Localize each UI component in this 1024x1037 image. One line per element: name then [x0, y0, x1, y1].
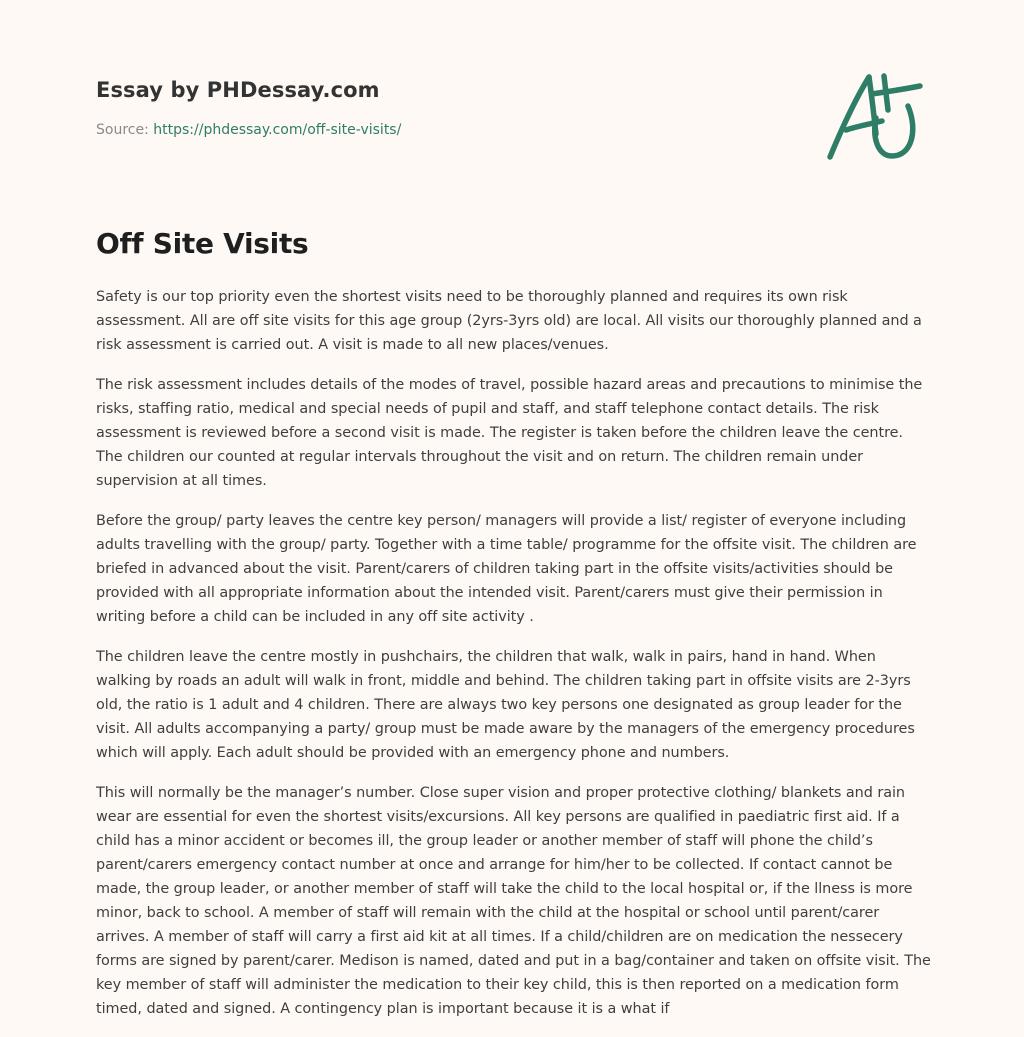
a-plus-icon: [822, 68, 928, 164]
paragraph: Before the group/ party leaves the centre key person/ managers will provide a list/ register of everyone including adults travelling with the group/ party. Together with a time table/ programme for the offsite visit. The children are briefed in advanced about the visit. Parent/carers of children taking part in the offsite visits/activities should be provided with all appropriate information about the intended visit. Parent/carers must give their permission in writing before a child can be included in any off site activity .: [96, 513, 917, 625]
source-link[interactable]: https://phdessay.com/off-site-visits/: [153, 122, 402, 138]
paragraph: This will normally be the manager’s number. Close super vision and proper protective clothing/ blankets and rain wear are essential for even the shortest visits/excursions. All key persons are qualified in paediatric first aid. If a child has a minor accident or becomes ill, the group leader or another member of staff will phone the child’s parent/carers emergency contact number at once and arrange for him/her to be collected. If contact cannot be made, the group leader, or another member of staff will take the child to the local hospital or, if the llness is more minor, back to school. A member of staff will remain with the child at the hospital or school until parent/carer arrives. A member of staff will carry a first aid kit at all times. If a child/children are on medication the nessecery forms are signed by parent/carer. Medison is named, dated and put in a bag/container and taken on offsite visit. The key member of staff will administer the medication to their key child, this is then reported on a medication form timed, dated and signed. A contingency plan is important because it is a what if: [96, 785, 931, 1017]
paragraph: The children leave the centre mostly in pushchairs, the children that walk, walk in pairs, hand in hand. When walking by roads an adult will walk in front, middle and behind. The children taking part in offsite visits are 2-3yrs old, the ratio is 1 adult and 4 children. There are always two key persons one designated as group leader for the visit. All adults accompanying a party/ group must be made aware by the managers of the emergency procedures which will apply. Each adult should be provided with an emergency phone and numbers.: [96, 649, 915, 761]
page-header: [96, 76, 696, 140]
article-body: [96, 285, 932, 1037]
source-line: [96, 120, 696, 140]
source-label: Source:: [96, 122, 154, 138]
article-title: Off Site Visits: [96, 227, 309, 260]
paragraph: The risk assessment includes details of the modes of travel, possible hazard areas and precautions to minimise the risks, staffing ratio, medical and special needs of pupil and staff, and staff telephone contact details. The risk assessment is reviewed before a second visit is made. The register is taken before the children leave the centre. The children our counted at regular intervals throughout the visit and on return. The children remain under supervision at all times.: [96, 377, 923, 489]
brand-title: Essay by PHDessay.com: [96, 78, 380, 102]
paragraph: Safety is our top priority even the shortest visits need to be thoroughly planned and requires its own risk assessment. All are off site visits for this age group (2yrs-3yrs old) are local. All visits our thoroughly planned and a risk assessment is carried out. A visit is made to all new places/venues.: [96, 289, 922, 353]
